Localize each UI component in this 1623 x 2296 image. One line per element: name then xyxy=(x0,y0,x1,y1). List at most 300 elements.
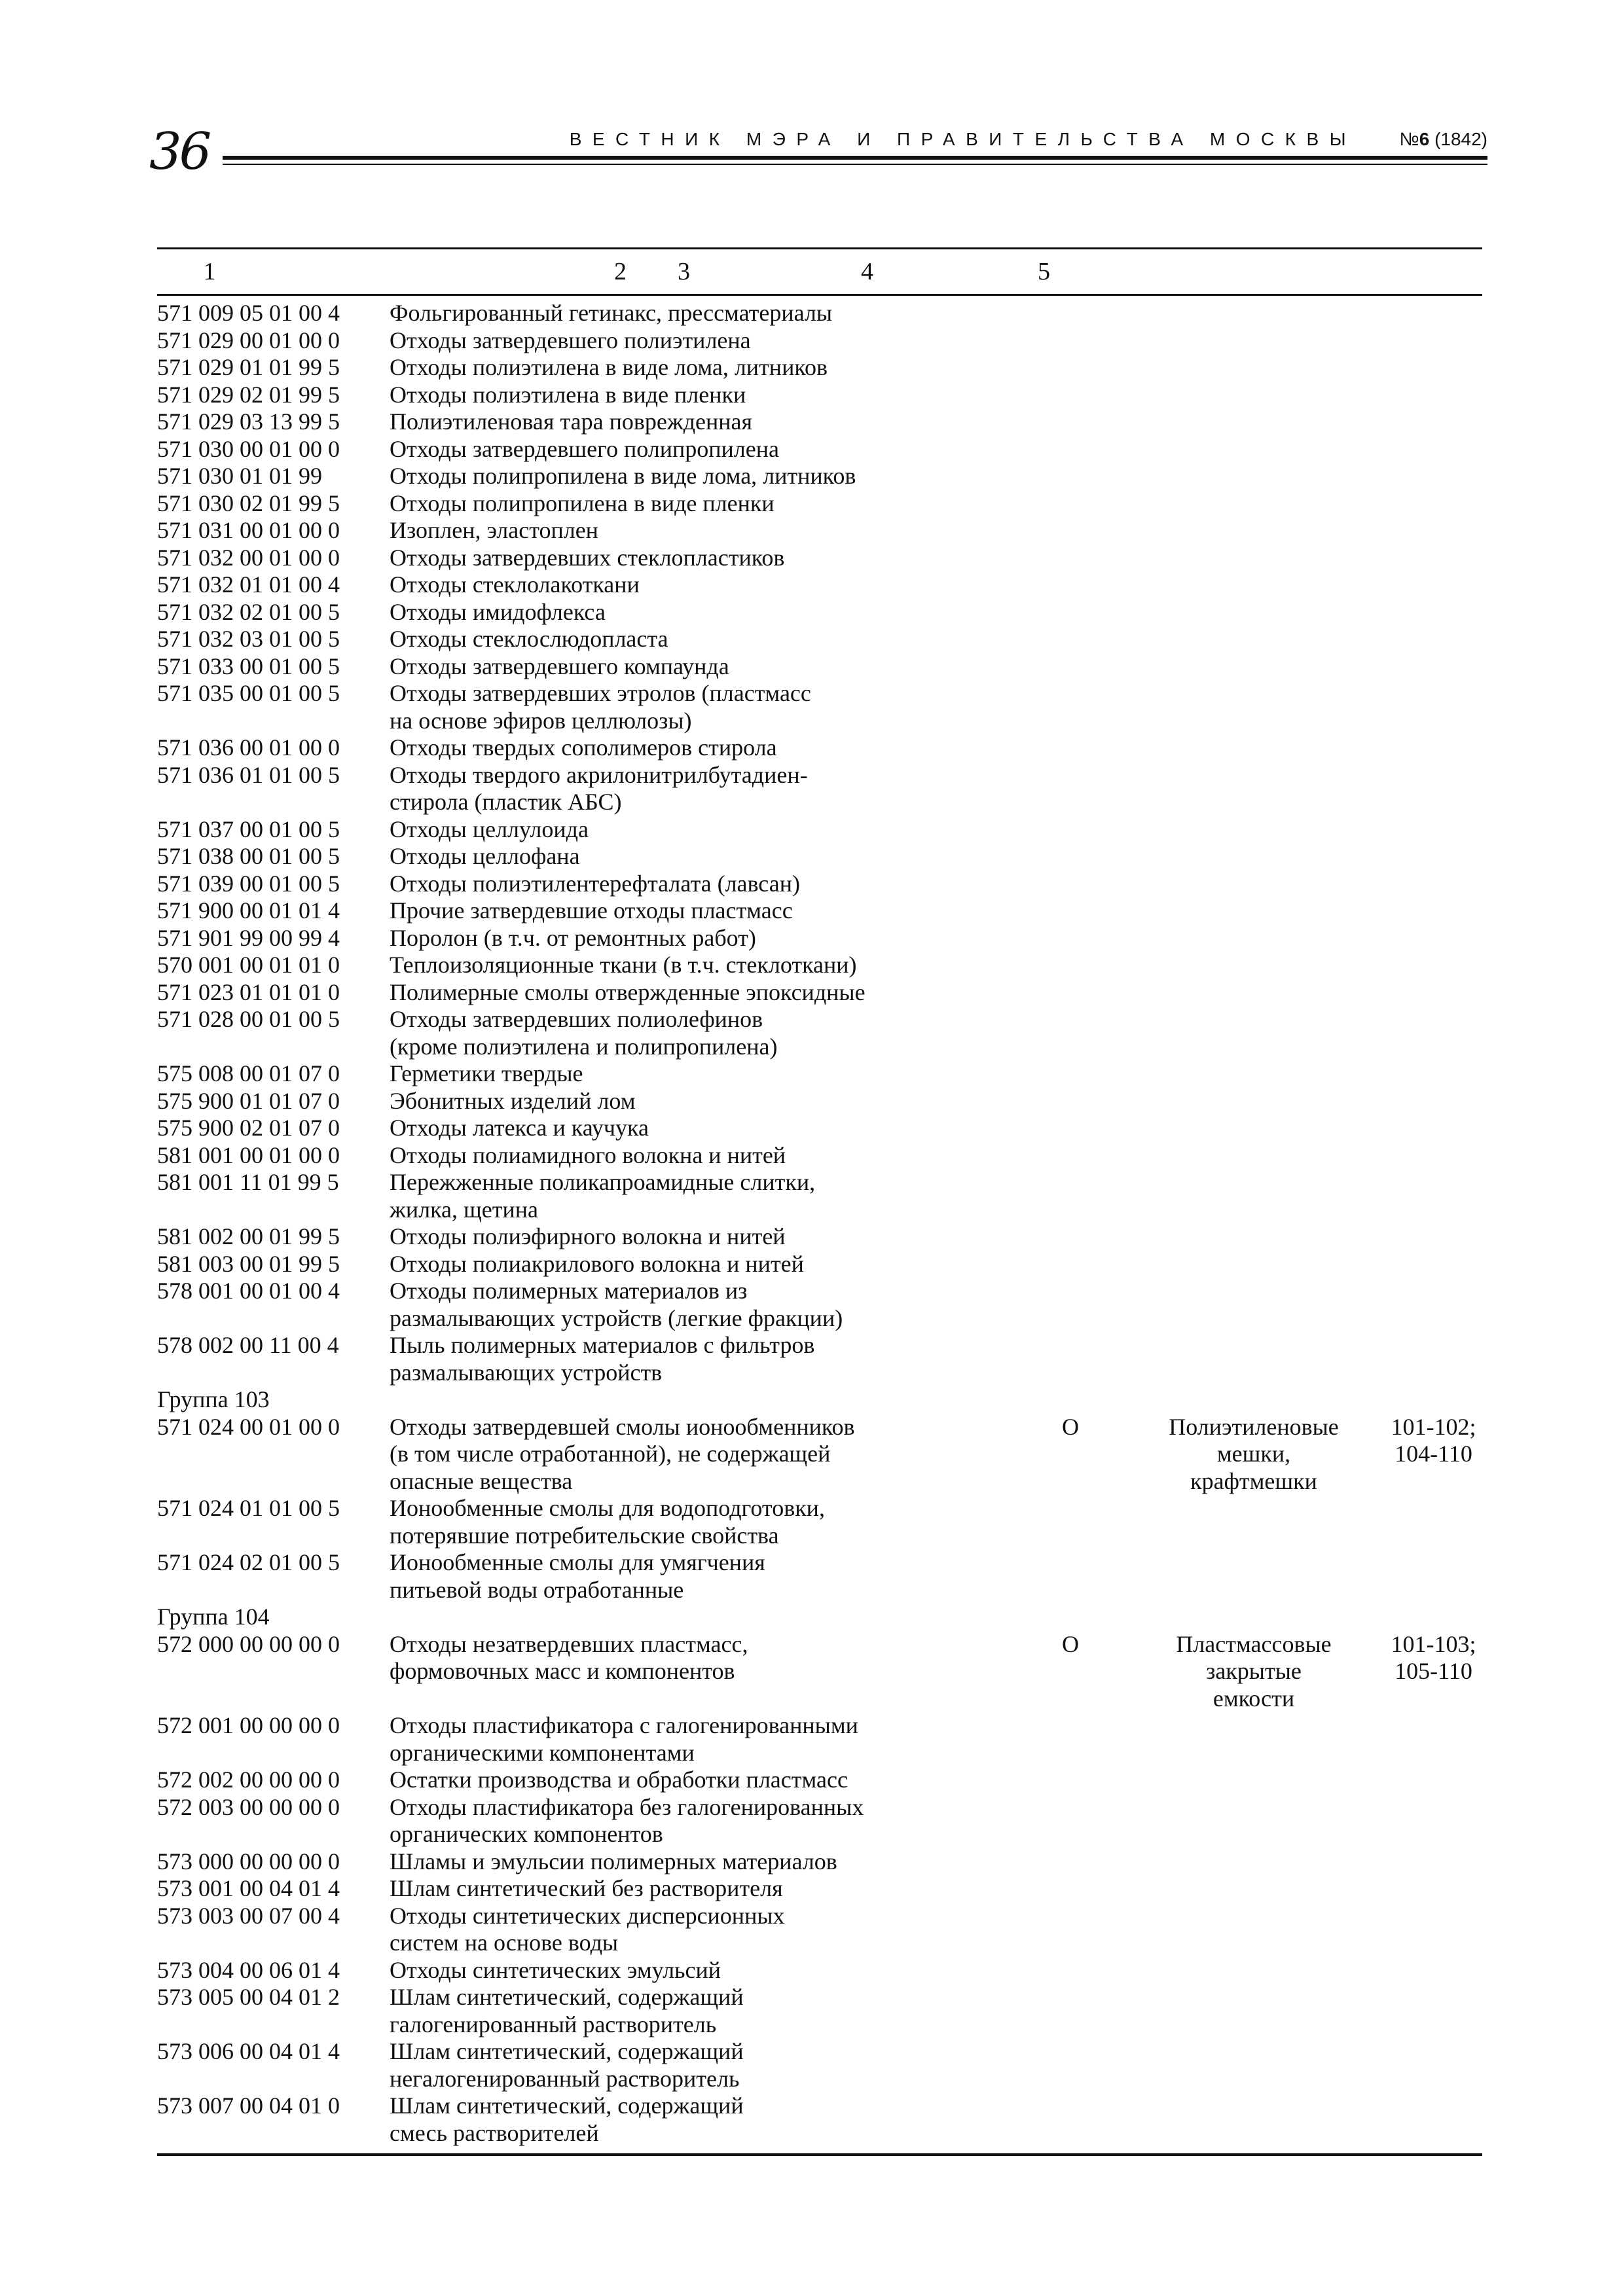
packaging-cell xyxy=(1123,1169,1385,1223)
waste-code-cell: 571 032 01 01 00 4 xyxy=(157,571,340,598)
packaging-cell xyxy=(1123,1875,1385,1903)
table-header-row: 1 2 3 4 5 xyxy=(157,249,1482,294)
waste-name-cell: Отходы полипропилена в виде лома, литников xyxy=(390,463,856,489)
hazard-class-cell xyxy=(1018,1984,1123,2038)
waste-name-cell: Фольгированный гетинакс, прессматериалы xyxy=(390,300,833,326)
table-row xyxy=(157,545,1482,572)
table-row xyxy=(157,870,1482,898)
waste-name-cell: Отходы твердых сополимеров стирола xyxy=(390,734,777,761)
hazard-class-cell xyxy=(1018,490,1123,518)
packaging-cell xyxy=(1123,1712,1385,1767)
packaging-cell xyxy=(1123,1278,1385,1332)
table-row xyxy=(157,897,1482,925)
hazard-class-cell xyxy=(1018,327,1123,355)
table-row xyxy=(157,762,1482,816)
reference-cell xyxy=(1385,979,1482,1007)
waste-code-cell: 571 032 00 01 00 0 xyxy=(157,544,340,571)
table-row xyxy=(157,653,1482,681)
packaging-cell xyxy=(1123,2038,1385,2092)
waste-code-cell: 571 023 01 01 01 0 xyxy=(157,978,340,1005)
reference-cell xyxy=(1385,1169,1482,1223)
reference-cell: 101-103; 105-110 xyxy=(1391,1630,1476,1684)
reference-cell xyxy=(1385,1903,1482,1957)
table-row xyxy=(157,1115,1482,1142)
packaging-cell xyxy=(1123,1957,1385,1984)
table-row xyxy=(157,300,1482,327)
reference-cell xyxy=(1385,571,1482,599)
reference-cell xyxy=(1385,1142,1482,1170)
hazard-class-cell xyxy=(1018,1115,1123,1142)
packaging-cell xyxy=(1123,1223,1385,1251)
table-row xyxy=(157,436,1482,463)
reference-cell xyxy=(1385,1060,1482,1088)
hazard-class-cell xyxy=(1018,1875,1123,1903)
table-row xyxy=(157,1957,1482,1984)
packaging-cell xyxy=(1123,843,1385,870)
reference-cell xyxy=(1385,1223,1482,1251)
table-row xyxy=(157,1767,1482,1794)
table-row xyxy=(157,1848,1482,1876)
hazard-class-cell xyxy=(1018,599,1123,626)
reference-cell xyxy=(1385,300,1482,327)
table-row xyxy=(157,327,1482,355)
packaging-cell xyxy=(1123,870,1385,898)
packaging-cell xyxy=(1123,1767,1385,1794)
waste-code-cell: 573 003 00 07 00 4 xyxy=(157,1902,340,1929)
waste-name-cell: Отходы затвердевших стеклопластиков xyxy=(390,544,785,571)
waste-name-cell: Полимерные смолы отвержденные эпоксидные xyxy=(390,978,866,1005)
waste-name-cell: Отходы затвердевшего полипропилена xyxy=(390,435,779,462)
table-row xyxy=(157,599,1482,626)
packaging-cell xyxy=(1123,734,1385,762)
packaging-cell xyxy=(1123,2092,1385,2147)
table-body xyxy=(157,300,1482,2147)
table-row xyxy=(157,1006,1482,1060)
packaging-cell xyxy=(1123,979,1385,1007)
hazard-class-cell: О xyxy=(1062,1630,1079,1657)
table-row xyxy=(157,1984,1482,2038)
packaging-cell xyxy=(1123,1332,1385,1386)
table-row xyxy=(157,626,1482,653)
packaging-cell xyxy=(1123,680,1385,734)
waste-name-cell: Изоплен, эластоплен xyxy=(390,517,598,543)
packaging-cell xyxy=(1123,354,1385,382)
table-row xyxy=(157,1549,1482,1604)
table-row xyxy=(157,1169,1482,1223)
waste-name-cell: Остатки производства и обработки пластмасс xyxy=(390,1767,848,1793)
waste-name-cell: Отходы полимерных материалов из размалывающих устройств (легкие фракции) xyxy=(390,1278,843,1331)
waste-code-cell: 571 036 00 01 00 0 xyxy=(157,734,340,761)
reference-cell xyxy=(1385,1767,1482,1794)
hazard-class-cell xyxy=(1018,1223,1123,1251)
packaging-cell xyxy=(1123,653,1385,681)
reference-cell xyxy=(1385,1549,1482,1604)
waste-code-cell: 581 001 00 01 00 0 xyxy=(157,1141,340,1168)
waste-code-cell: 571 024 02 01 00 5 xyxy=(157,1549,340,1575)
waste-name-cell: Отходы полиакрилового волокна и нитей xyxy=(390,1250,804,1277)
hazard-class-cell xyxy=(1018,626,1123,653)
waste-code-cell: 572 003 00 00 00 0 xyxy=(157,1793,340,1820)
packaging-cell xyxy=(1123,1006,1385,1060)
waste-name-cell: Отходы незатвердевших пластмасс, формовочных масс и компонентов xyxy=(390,1630,748,1684)
waste-code-cell: 572 000 00 00 00 0 xyxy=(157,1630,340,1657)
column-header-1: 1 xyxy=(203,258,216,285)
reference-cell xyxy=(1385,1712,1482,1767)
packaging-cell xyxy=(1123,762,1385,816)
waste-code-cell: 572 001 00 00 00 0 xyxy=(157,1712,340,1738)
hazard-class-cell xyxy=(1018,1903,1123,1957)
reference-cell xyxy=(1385,599,1482,626)
reference-cell xyxy=(1385,1957,1482,1984)
packaging-cell xyxy=(1123,517,1385,545)
waste-code-cell: 571 030 00 01 00 0 xyxy=(157,435,340,462)
packaging-cell xyxy=(1123,925,1385,952)
reference-cell xyxy=(1385,382,1482,409)
waste-code-cell: 570 001 00 01 01 0 xyxy=(157,952,340,978)
table-row xyxy=(157,517,1482,545)
reference-cell xyxy=(1385,1875,1482,1903)
waste-code-cell: 572 002 00 00 00 0 xyxy=(157,1767,340,1793)
waste-code-cell: 571 032 03 01 00 5 xyxy=(157,626,340,652)
reference-cell xyxy=(1385,1495,1482,1549)
waste-name-cell: Шлам синтетический без растворителя xyxy=(390,1875,783,1901)
packaging-cell xyxy=(1123,1794,1385,1848)
waste-code-cell: 581 002 00 01 99 5 xyxy=(157,1223,340,1249)
page-header xyxy=(149,124,1487,183)
hazard-class-cell xyxy=(1018,382,1123,409)
waste-name-cell: Отходы целлулоида xyxy=(390,816,589,842)
waste-name-cell: Отходы затвердевших этролов (пластмасс на основе эфиров целлюлозы) xyxy=(390,680,811,734)
hazard-class-cell xyxy=(1018,436,1123,463)
hazard-class-cell xyxy=(1018,1088,1123,1115)
table-row xyxy=(157,843,1482,870)
hazard-class-cell xyxy=(1018,408,1123,436)
reference-cell xyxy=(1385,925,1482,952)
hazard-class-cell xyxy=(1018,1278,1123,1332)
waste-code-cell: 571 035 00 01 00 5 xyxy=(157,680,340,706)
packaging-cell xyxy=(1123,1088,1385,1115)
waste-name-cell: Шлам синтетический, содержащий смесь растворителей xyxy=(390,2092,744,2146)
issue-number-value: 6 xyxy=(1419,129,1430,149)
waste-name-cell: Отходы пластификатора с галогенированными органическими компонентами xyxy=(390,1712,858,1766)
packaging-cell xyxy=(1123,327,1385,355)
waste-name-cell: Шлам синтетический, содержащий галогенированный растворитель xyxy=(390,1984,744,2037)
packaging-cell xyxy=(1123,408,1385,436)
hazard-class-cell xyxy=(1018,653,1123,681)
waste-code-cell: 571 030 01 01 99 xyxy=(157,463,322,489)
waste-table xyxy=(157,247,1482,2156)
table-row xyxy=(157,1332,1482,1386)
reference-cell xyxy=(1385,1251,1482,1278)
header-rule-thick xyxy=(223,156,1487,160)
table-row xyxy=(157,2038,1482,2092)
waste-code-cell: 573 001 00 04 01 4 xyxy=(157,1875,340,1901)
reference-cell xyxy=(1385,843,1482,870)
column-header-2: 2 xyxy=(614,258,627,285)
table-row xyxy=(157,1142,1482,1170)
reference-cell: 101-102; 104-110 xyxy=(1391,1413,1476,1467)
reference-cell xyxy=(1385,545,1482,572)
hazard-class-cell xyxy=(1018,1794,1123,1848)
packaging-cell xyxy=(1123,816,1385,844)
waste-code-cell: 575 008 00 01 07 0 xyxy=(157,1060,340,1086)
reference-cell xyxy=(1385,680,1482,734)
reference-cell xyxy=(1385,1088,1482,1115)
waste-name-cell: Отходы полиэтилена в виде лома, литников xyxy=(390,354,828,380)
waste-name-cell: Отходы целлофана xyxy=(390,843,580,869)
reference-cell xyxy=(1385,1848,1482,1876)
waste-name-cell: Отходы синтетических эмульсий xyxy=(390,1956,721,1983)
packaging-cell xyxy=(1123,382,1385,409)
hazard-class-cell xyxy=(1018,734,1123,762)
hazard-class-cell xyxy=(1018,870,1123,898)
hazard-class-cell xyxy=(1018,463,1123,490)
hazard-class-cell xyxy=(1018,1957,1123,1984)
waste-code-cell: 571 029 03 13 99 5 xyxy=(157,408,340,435)
hazard-class-cell xyxy=(1018,517,1123,545)
table-row xyxy=(157,1631,1482,1713)
hazard-class-cell xyxy=(1018,1549,1123,1604)
waste-code-cell: 571 036 01 01 00 5 xyxy=(157,761,340,788)
reference-cell xyxy=(1385,762,1482,816)
hazard-class-cell xyxy=(1018,925,1123,952)
packaging-cell xyxy=(1123,300,1385,327)
hazard-class-cell xyxy=(1018,762,1123,816)
hazard-class-cell xyxy=(1018,1006,1123,1060)
packaging-cell xyxy=(1123,1142,1385,1170)
table-row xyxy=(157,734,1482,762)
waste-code-cell: 573 000 00 00 00 0 xyxy=(157,1848,340,1874)
packaging-cell xyxy=(1123,571,1385,599)
table-row xyxy=(157,979,1482,1007)
table-row xyxy=(157,408,1482,436)
issue-prefix: № xyxy=(1399,129,1419,149)
waste-name-cell: Отходы пластификатора без галогенированных органических компонентов xyxy=(390,1793,864,1847)
table-row xyxy=(157,1278,1482,1332)
waste-code-cell: 571 009 05 01 00 4 xyxy=(157,300,340,326)
packaging-cell xyxy=(1123,1115,1385,1142)
hazard-class-cell: О xyxy=(1062,1413,1079,1440)
reference-cell xyxy=(1385,1332,1482,1386)
waste-code-cell: 571 039 00 01 00 5 xyxy=(157,870,340,897)
waste-name-cell: Отходы стеклолакоткани xyxy=(390,571,640,598)
reference-cell xyxy=(1385,490,1482,518)
packaging-cell xyxy=(1123,952,1385,979)
table-row xyxy=(157,571,1482,599)
waste-code-cell: 573 006 00 04 01 4 xyxy=(157,2038,340,2064)
waste-name-cell: Отходы латекса и каучука xyxy=(390,1115,649,1141)
journal-title-text: ВЕСТНИК МЭРА И ПРАВИТЕЛЬСТВА МОСКВЫ xyxy=(569,129,1357,149)
reference-cell xyxy=(1385,952,1482,979)
waste-code-cell: 581 001 11 01 99 5 xyxy=(157,1169,339,1195)
table-row xyxy=(157,1794,1482,1848)
waste-name-cell: Отходы полиэфирного волокна и нитей xyxy=(390,1223,786,1249)
waste-code-cell: 571 028 00 01 00 5 xyxy=(157,1006,340,1032)
waste-name-cell: Пережженные поликапроамидные слитки, жилка, щетина xyxy=(390,1169,816,1223)
table-bottom-rule xyxy=(157,2153,1482,2156)
reference-cell xyxy=(1385,734,1482,762)
waste-code-cell: 571 024 01 01 00 5 xyxy=(157,1495,340,1521)
hazard-class-cell xyxy=(1018,1251,1123,1278)
waste-name-cell: Шлам синтетический, содержащий негалогенированный растворитель xyxy=(390,2038,744,2092)
table-row xyxy=(157,463,1482,490)
packaging-cell xyxy=(1123,1060,1385,1088)
waste-code-cell: 571 024 00 01 00 0 xyxy=(157,1413,340,1440)
waste-code-cell: 575 900 01 01 07 0 xyxy=(157,1087,340,1114)
table-row xyxy=(157,952,1482,979)
waste-code-cell: 578 001 00 01 00 4 xyxy=(157,1278,340,1304)
hazard-class-cell xyxy=(1018,1142,1123,1170)
waste-code-cell: 575 900 02 01 07 0 xyxy=(157,1115,340,1141)
table-row xyxy=(157,1875,1482,1903)
reference-cell xyxy=(1385,816,1482,844)
table-row xyxy=(157,1088,1482,1115)
packaging-cell xyxy=(1123,626,1385,653)
waste-code-cell: 573 007 00 04 01 0 xyxy=(157,2092,340,2119)
packaging-cell xyxy=(1123,545,1385,572)
reference-cell xyxy=(1385,463,1482,490)
waste-name-cell: Эбонитных изделий лом xyxy=(390,1087,636,1114)
waste-name-cell: Герметики твердые xyxy=(390,1060,583,1086)
reference-cell xyxy=(1385,897,1482,925)
table-row xyxy=(157,1712,1482,1767)
table-row xyxy=(157,1060,1482,1088)
waste-name-cell: Отходы полиэтилена в виде пленки xyxy=(390,381,746,408)
reference-cell xyxy=(1385,1794,1482,1848)
waste-name-cell: Отходы стеклослюдопласта xyxy=(390,626,668,652)
waste-name-cell: Отходы затвердевшей смолы ионообменников (в том числе отработанной), не содержащей опасные вещества xyxy=(390,1413,855,1494)
hazard-class-cell xyxy=(1018,354,1123,382)
waste-code-cell: 581 003 00 01 99 5 xyxy=(157,1250,340,1277)
waste-code-cell: 571 032 02 01 00 5 xyxy=(157,598,340,625)
reference-cell xyxy=(1385,436,1482,463)
waste-code-cell: 571 029 01 01 99 5 xyxy=(157,354,340,380)
waste-name-cell: Ионообменные смолы для водоподготовки, потерявшие потребительские свойства xyxy=(390,1495,825,1549)
reference-cell xyxy=(1385,1115,1482,1142)
packaging-cell xyxy=(1123,599,1385,626)
reference-cell xyxy=(1385,870,1482,898)
packaging-cell xyxy=(1123,1495,1385,1549)
hazard-class-cell xyxy=(1018,897,1123,925)
waste-name-cell: Отходы затвердевших полиолефинов (кроме полиэтилена и полипропилена) xyxy=(390,1006,778,1060)
waste-name-cell: Шламы и эмульсии полимерных материалов xyxy=(390,1848,837,1874)
table-row xyxy=(157,925,1482,952)
reference-cell xyxy=(1385,2092,1482,2147)
hazard-class-cell xyxy=(1018,2038,1123,2092)
page-number: 36 xyxy=(149,122,210,181)
waste-code-cell: 571 033 00 01 00 5 xyxy=(157,653,340,679)
reference-cell xyxy=(1385,653,1482,681)
hazard-class-cell xyxy=(1018,843,1123,870)
waste-name-cell: Отходы полипропилена в виде пленки xyxy=(390,490,775,516)
table-row xyxy=(157,1495,1482,1549)
waste-name-cell: Полиэтиленовая тара поврежденная xyxy=(390,408,753,435)
waste-name-cell: Прочие затвердевшие отходы пластмасс xyxy=(390,897,793,924)
reference-cell xyxy=(1385,327,1482,355)
waste-name-cell: Отходы полиамидного волокна и нитей xyxy=(390,1141,786,1168)
reference-cell xyxy=(1385,408,1482,436)
journal-title xyxy=(570,128,1357,151)
hazard-class-cell xyxy=(1018,1767,1123,1794)
waste-code-cell: 571 037 00 01 00 5 xyxy=(157,816,340,842)
reference-cell xyxy=(1385,2038,1482,2092)
hazard-class-cell xyxy=(1018,979,1123,1007)
table-header-rule xyxy=(157,294,1482,296)
table-row xyxy=(157,354,1482,382)
waste-name-cell: Теплоизоляционные ткани (в т.ч. стеклоткани) xyxy=(390,952,857,978)
waste-code-cell: 578 002 00 11 00 4 xyxy=(157,1332,339,1358)
hazard-class-cell xyxy=(1018,816,1123,844)
waste-name-cell: Ионообменные смолы для умягчения питьевой воды отработанные xyxy=(390,1549,765,1603)
waste-code-cell: 571 030 02 01 99 5 xyxy=(157,490,340,516)
table-row xyxy=(157,490,1482,518)
hazard-class-cell xyxy=(1018,680,1123,734)
reference-cell xyxy=(1385,1278,1482,1332)
packaging-cell xyxy=(1123,1848,1385,1876)
packaging-cell xyxy=(1123,1251,1385,1278)
waste-code-cell: 571 031 00 01 00 0 xyxy=(157,517,340,543)
waste-code-cell: 571 900 00 01 01 4 xyxy=(157,897,340,924)
reference-cell xyxy=(1385,1006,1482,1060)
group-label: Группа 104 xyxy=(157,1604,270,1630)
reference-cell xyxy=(1385,354,1482,382)
waste-code-cell: 573 004 00 06 01 4 xyxy=(157,1956,340,1983)
packaging-cell xyxy=(1123,1903,1385,1957)
hazard-class-cell xyxy=(1018,1495,1123,1549)
waste-name-cell: Отходы твердого акрилонитрилбутадиен- стирола (пластик АБС) xyxy=(390,761,808,815)
waste-name-cell: Отходы имидофлекса xyxy=(390,598,606,625)
waste-code-cell: 571 029 00 01 00 0 xyxy=(157,327,340,353)
packaging-cell xyxy=(1123,463,1385,490)
hazard-class-cell xyxy=(1018,1712,1123,1767)
packaging-cell xyxy=(1123,897,1385,925)
issue-total: (1842) xyxy=(1434,129,1487,149)
group-label: Группа 103 xyxy=(157,1386,270,1412)
table-row xyxy=(157,1223,1482,1251)
waste-code-cell: 571 029 02 01 99 5 xyxy=(157,381,340,408)
table-row xyxy=(157,680,1482,734)
table-row xyxy=(157,1414,1482,1496)
reference-cell xyxy=(1385,517,1482,545)
waste-name-cell: Отходы синтетических дисперсионных систем на основе воды xyxy=(390,1902,785,1956)
hazard-class-cell xyxy=(1018,545,1123,572)
packaging-cell: Полиэтиленовые мешки, крафтмешки xyxy=(1169,1413,1339,1494)
waste-code-cell: 571 901 99 00 99 4 xyxy=(157,924,340,951)
table-row xyxy=(157,1251,1482,1278)
hazard-class-cell xyxy=(1018,300,1123,327)
packaging-cell xyxy=(1123,1984,1385,2038)
waste-name-cell: Поролон (в т.ч. от ремонтных работ) xyxy=(390,924,756,951)
table-row xyxy=(157,2092,1482,2147)
hazard-class-cell xyxy=(1018,1060,1123,1088)
waste-name-cell: Пыль полимерных материалов с фильтров размалывающих устройств xyxy=(390,1332,815,1386)
packaging-cell xyxy=(1123,436,1385,463)
hazard-class-cell xyxy=(1018,1169,1123,1223)
packaging-cell: Пластмассовые закрытые емкости xyxy=(1176,1630,1332,1712)
packaging-cell xyxy=(1123,1549,1385,1604)
waste-name-cell: Отходы затвердевшего полиэтилена xyxy=(390,327,751,353)
hazard-class-cell xyxy=(1018,952,1123,979)
table-row xyxy=(157,816,1482,844)
hazard-class-cell xyxy=(1018,2092,1123,2147)
hazard-class-cell xyxy=(1018,1332,1123,1386)
issue-number xyxy=(1400,128,1487,151)
table-row xyxy=(157,1903,1482,1957)
packaging-cell xyxy=(1123,490,1385,518)
header-rule-thin xyxy=(223,164,1487,165)
hazard-class-cell xyxy=(1018,571,1123,599)
waste-code-cell: 573 005 00 04 01 2 xyxy=(157,1984,340,2010)
